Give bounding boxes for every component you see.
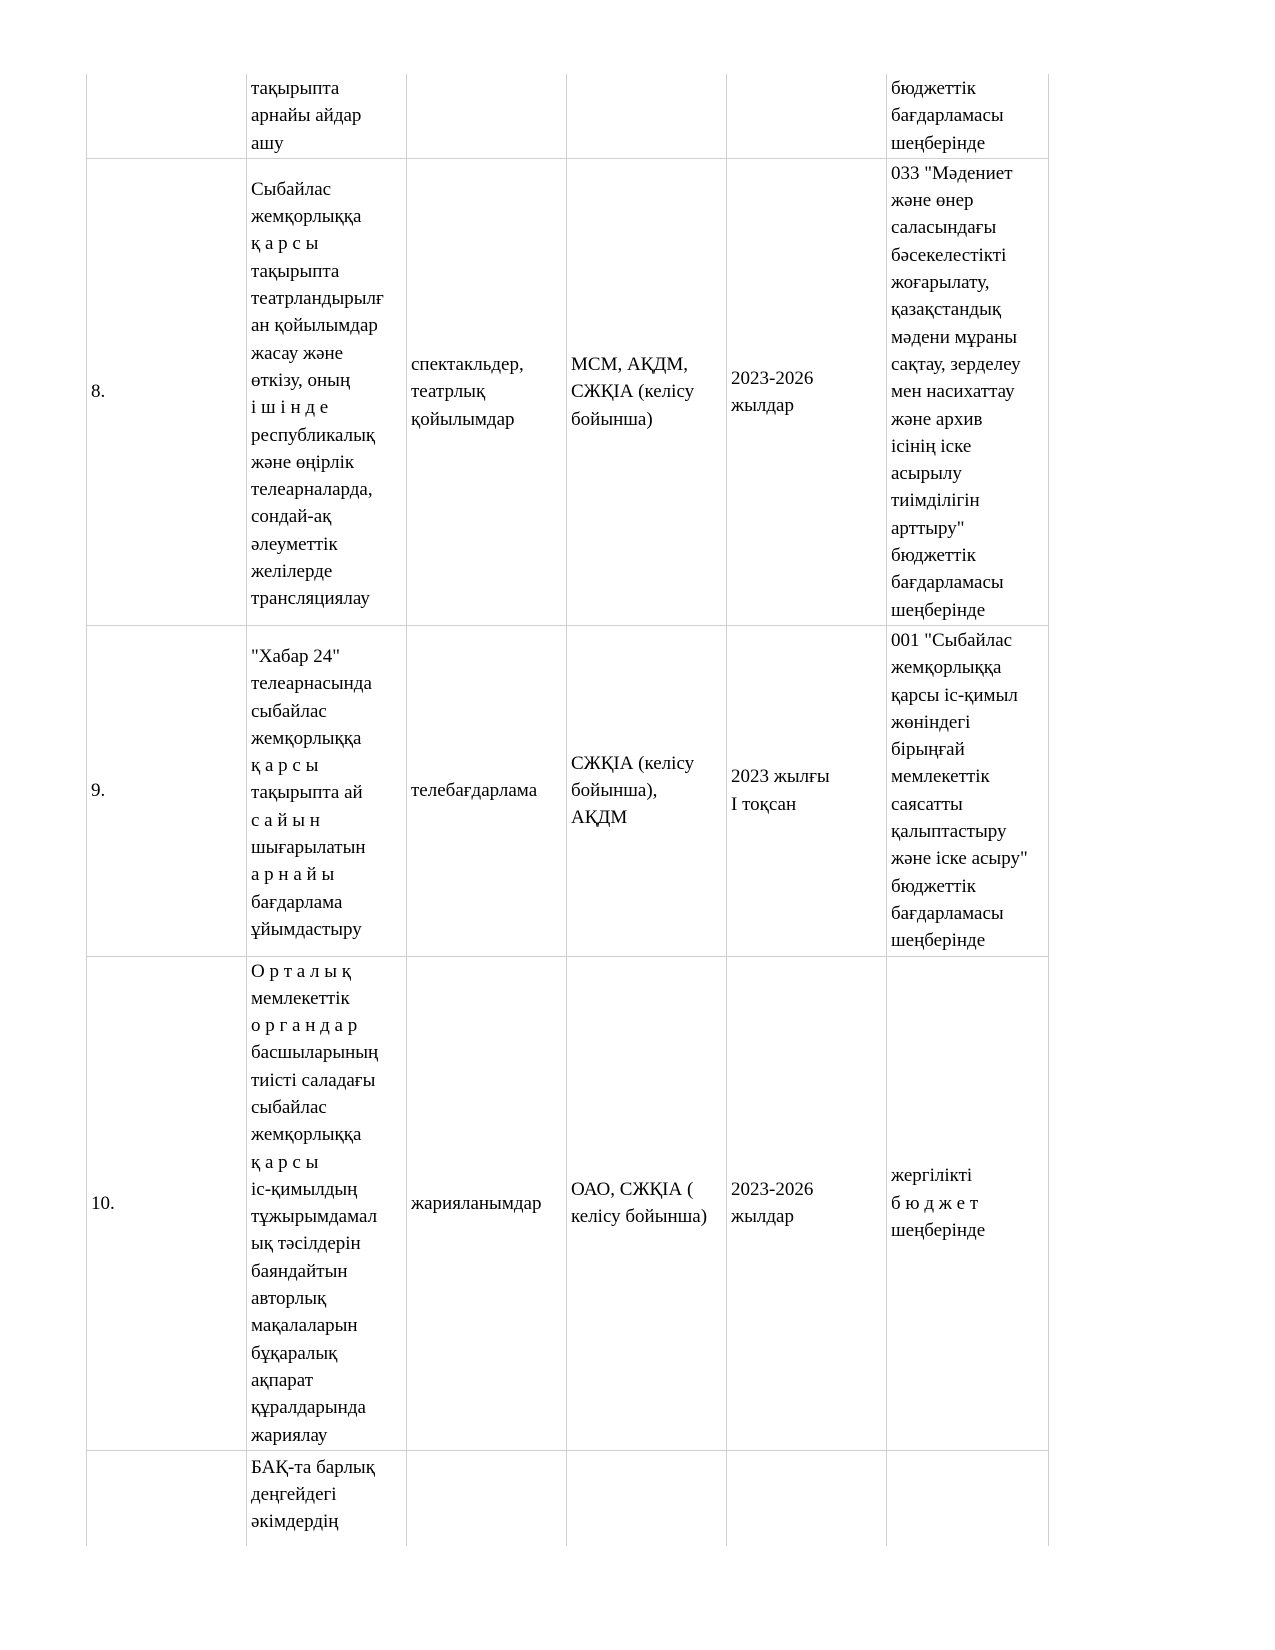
event-cell: Сыбайлас жемқорлыққа қ а р с ы тақырыпта театрландырылғ ан қойылымдар жасау және өткізу, оның і ш і н д е республикалық және өңірлік телеарналарда, сондай-ақ әлеуметтік желілерде трансляциялау: [247, 158, 407, 625]
funding-cell: [887, 1450, 1049, 1546]
deadline-cell: 2023-2026 жылдар: [727, 956, 887, 1450]
funding-cell: 001 "Сыбайлас жемқорлыққа қарсы іс-қимыл жөніндегі бірыңғай мемлекеттік саясатты қалыптастыру және іске асыру" бюджеттік бағдарламасы шеңберінде: [887, 625, 1049, 956]
funding-cell: 033 "Мәдениет және өнер саласындағы бәсекелестікті жоғарылату, қазақстандық мәдени мұраны сақтау, зерделеу мен насихаттау және архив ісінің іске асырылу тиімділігін арттыру" бюджеттік бағдарламасы шеңберінде: [887, 158, 1049, 625]
executor-cell: ОАО, СЖҚІА ( келісу бойынша): [567, 956, 727, 1450]
deadline-cell: 2023-2026 жылдар: [727, 158, 887, 625]
form-cell: [407, 1450, 567, 1546]
row-number-cell: 8.: [87, 158, 247, 625]
table-row: [87, 1450, 1049, 1546]
event-cell: БАҚ-та барлық деңгейдегі әкімдердің: [247, 1450, 407, 1546]
deadline-cell: [727, 74, 887, 158]
deadline-cell: 2023 жылғы I тоқсан: [727, 625, 887, 956]
action-plan-table: [86, 74, 1049, 1546]
executor-cell: СЖҚІА (келісу бойынша), АҚДМ: [567, 625, 727, 956]
row-number-cell: 9.: [87, 625, 247, 956]
document-page: [86, 74, 1049, 1546]
form-cell: спектакльдер, театрлық қойылымдар: [407, 158, 567, 625]
funding-cell: бюджеттік бағдарламасы шеңберінде: [887, 74, 1049, 158]
event-cell: "Хабар 24" телеарнасында сыбайлас жемқорлыққа қ а р с ы тақырыпта ай с а й ы н шығарылатын а р н а й ы бағдарлама ұйымдастыру: [247, 625, 407, 956]
row-number-cell: [87, 1450, 247, 1546]
event-cell: тақырыпта арнайы айдар ашу: [247, 74, 407, 158]
form-cell: [407, 74, 567, 158]
deadline-cell: [727, 1450, 887, 1546]
executor-cell: [567, 1450, 727, 1546]
table-row: [87, 74, 1049, 158]
form-cell: жарияланымдар: [407, 956, 567, 1450]
table-row: [87, 956, 1049, 1450]
executor-cell: МСМ, АҚДМ, СЖҚІА (келісу бойынша): [567, 158, 727, 625]
funding-cell: жергілікті б ю д ж е т шеңберінде: [887, 956, 1049, 1450]
event-cell: О р т а л ы қ мемлекеттік о р г а н д а р басшыларының тиісті саладағы сыбайлас жемқорлыққа қ а р с ы іс-қимылдың тұжырымдамал ық тәсілдерін баяндайтын авторлық мақалаларын бұқаралық ақпарат құралдарында жариялау: [247, 956, 407, 1450]
table-row: [87, 158, 1049, 625]
row-number-cell: [87, 74, 247, 158]
form-cell: телебағдарлама: [407, 625, 567, 956]
row-number-cell: 10.: [87, 956, 247, 1450]
table-row: [87, 625, 1049, 956]
executor-cell: [567, 74, 727, 158]
